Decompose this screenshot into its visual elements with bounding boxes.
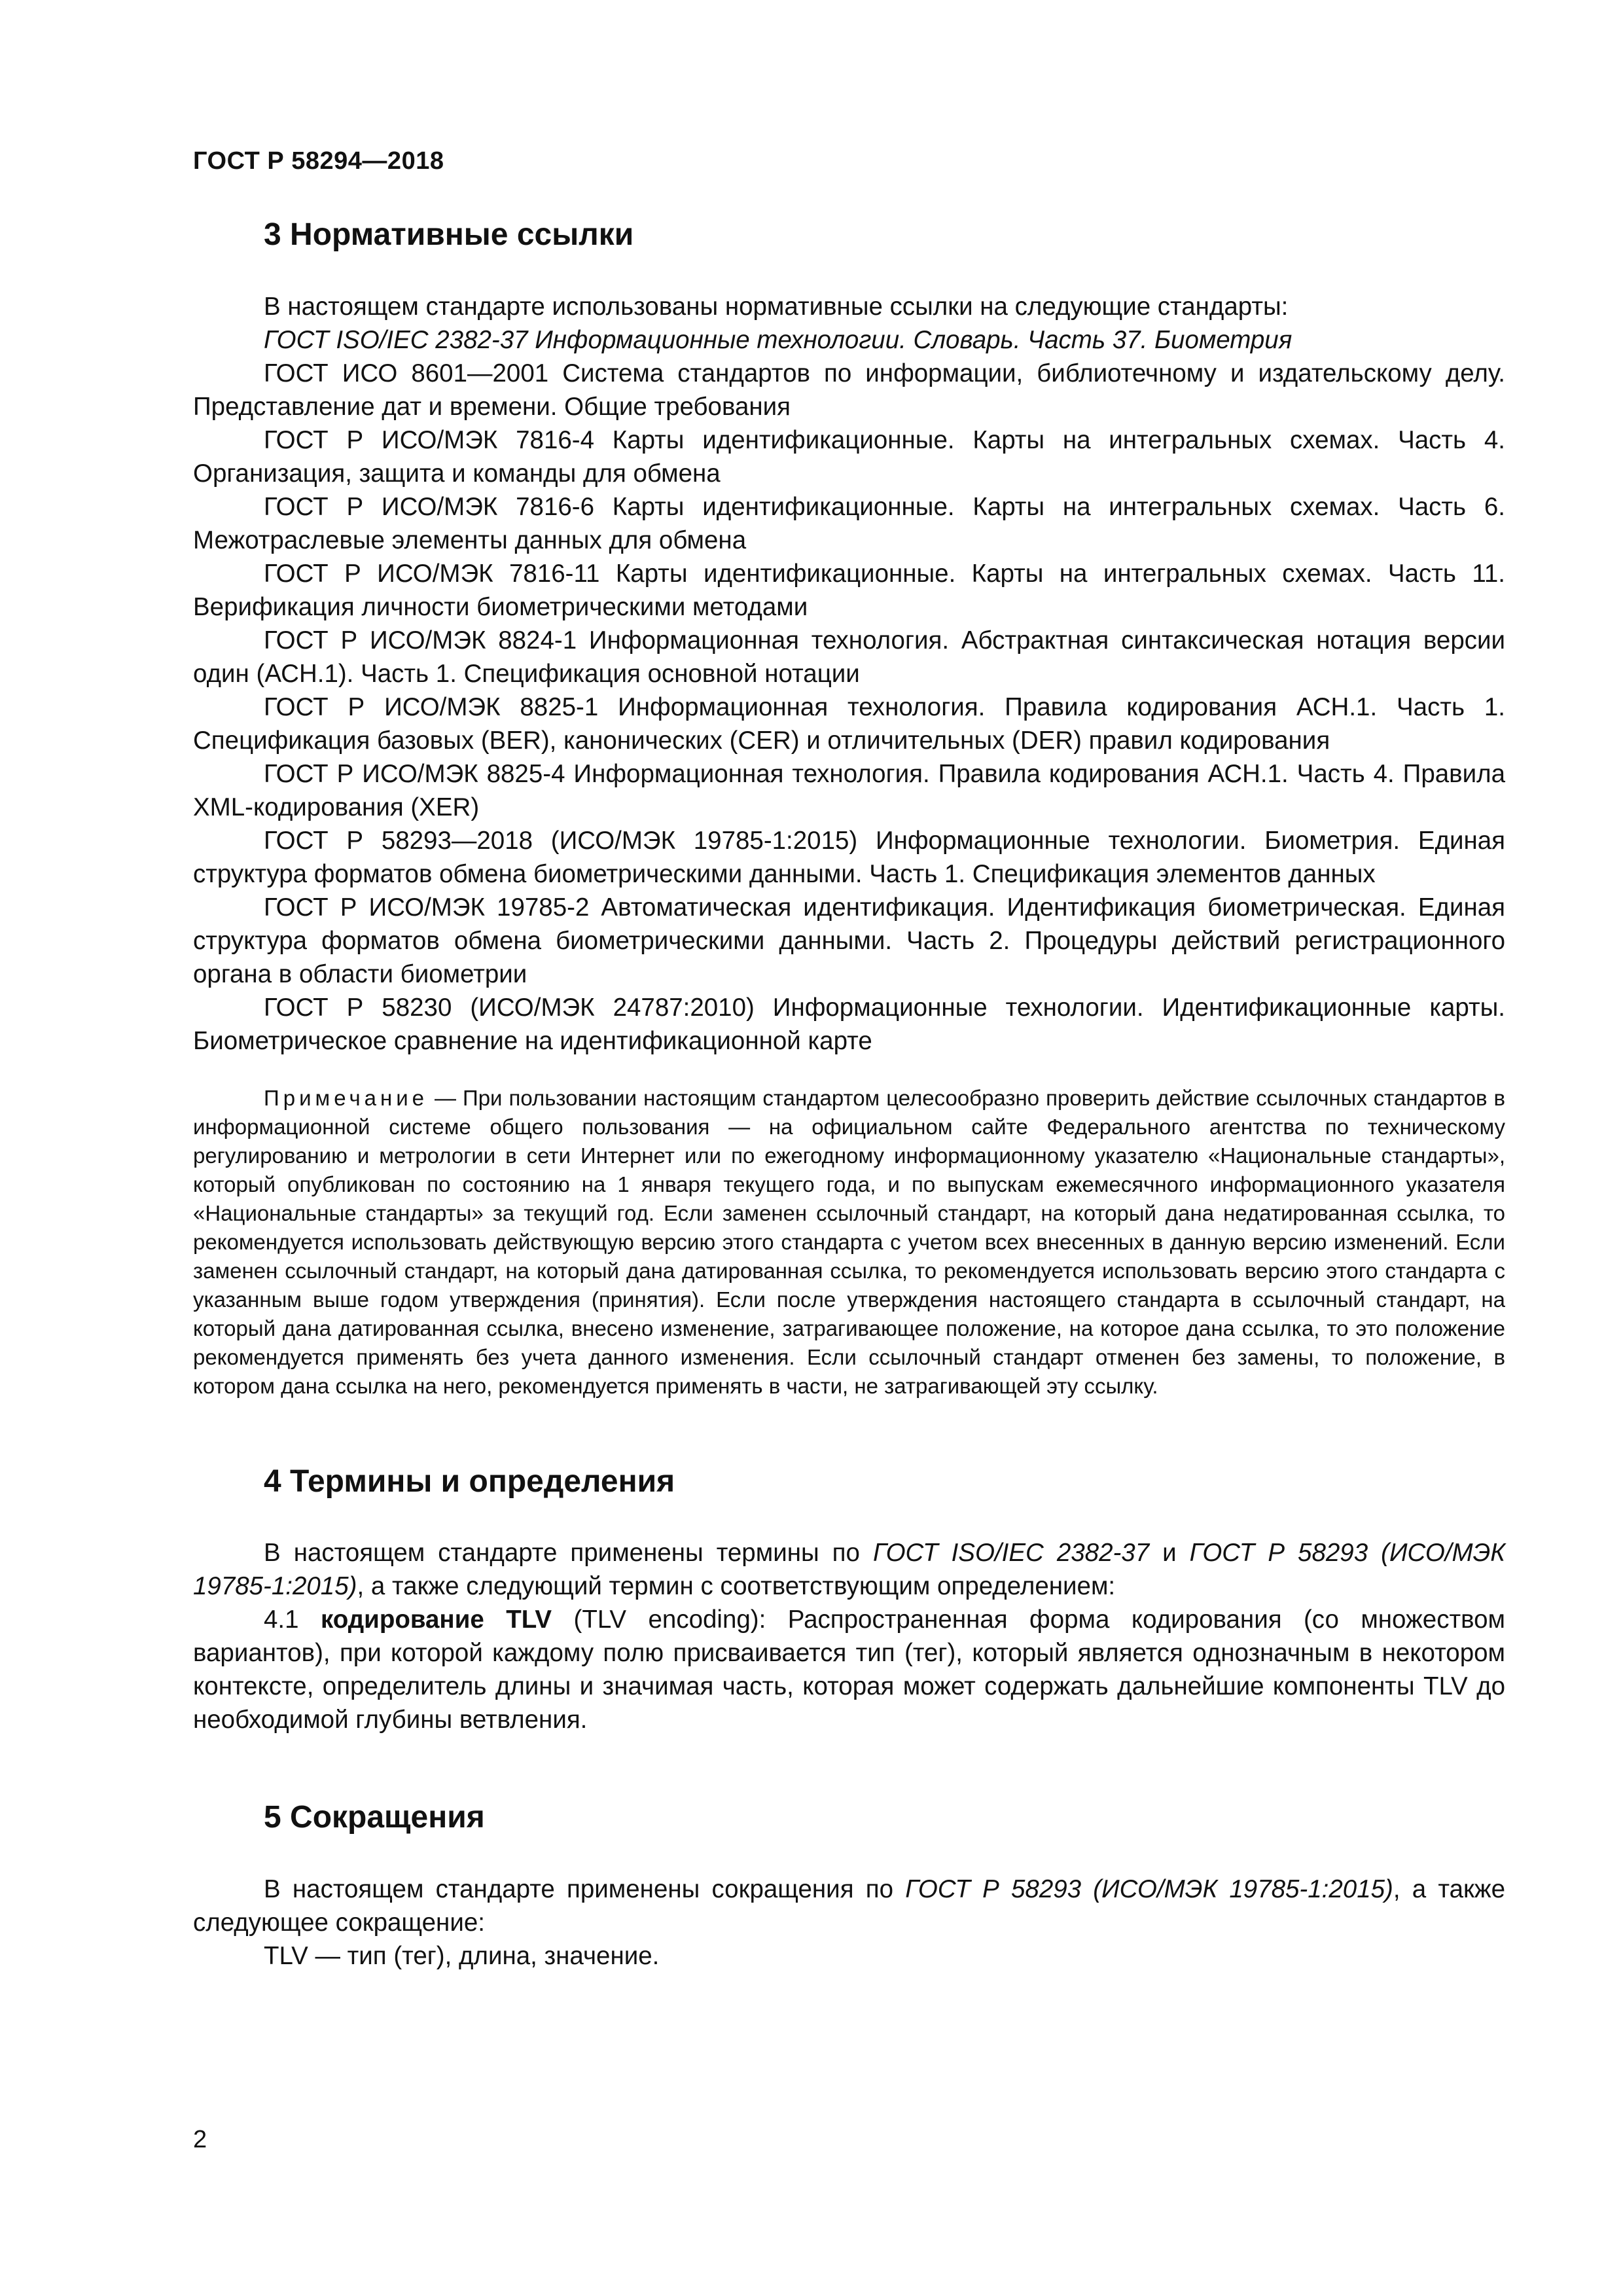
section-3-heading: 3 Нормативные ссылки bbox=[264, 217, 634, 252]
term-number: 4.1 bbox=[264, 1605, 321, 1634]
page-content bbox=[193, 216, 1505, 1973]
text-run: В настоящем стандарте применены термины по bbox=[264, 1539, 873, 1568]
section-4-heading: 4 Термины и определения bbox=[264, 1463, 675, 1499]
section-4-intro bbox=[193, 1536, 1505, 1603]
note-text: — При пользовании настоящим стандартом целесообразно проверить действие ссылочных стандартов в информационной системе общего пользования — на официальном сайте Федерального агентства по техническому регулированию и метрологии в сети Интернет или по ежегодному информационному указателю «Национальные стандарты», который опубликован по состоянию на 1 января текущего года, и по выпускам ежемесячного информационного указателя «Национальные стандарты» за текущий год. Если заменен ссылочный стандарт, на который дана недатированная ссылка, то рекомендуется использовать действующую версию этого стандарта с учетом всех внесенных в данную версию изменений. Если заменен ссылочный стандарт, на который дана датированная ссылка, то рекомендуется использовать версию этого стандарта с указанным выше годом утверждения (принятия). Если после утверждения настоящего стандарта в ссылочный стандарт, на который дана датированная ссылка, внесено изменение, затрагивающее положение, на которое дана ссылка, то это положение рекомендуется применять без учета данного изменения. Если ссылочный стандарт отменен без замены, то положение, в котором дана ссылка на него, рекомендуется применять в части, не затрагивающей эту ссылку. bbox=[193, 1085, 1505, 1398]
abbreviation-item: TLV — тип (тег), длина, значение. bbox=[264, 1941, 660, 1970]
ref-item: ГОСТ Р 58230 (ИСО/МЭК 24787:2010) Информационные технологии. Идентификационные карты. Биометрическое сравнение на идентификационной карте bbox=[193, 993, 1505, 1055]
ref-item: ГОСТ Р ИСО/МЭК 7816-4 Карты идентификационные. Карты на интегральных схемах. Часть 4. Организация, защита и команды для обмена bbox=[193, 425, 1505, 488]
document-header: ГОСТ Р 58294—2018 bbox=[193, 147, 444, 175]
section-3-intro: В настоящем стандарте использованы нормативные ссылки на следующие стандарты: bbox=[264, 292, 1289, 321]
ref-item: ГОСТ ISO/IEC 2382-37 Информационные технологии. Словарь. Часть 37. Биометрия bbox=[264, 325, 1293, 354]
note-label: Примечание bbox=[264, 1085, 429, 1110]
text-run: В настоящем стандарте применены сокращения по bbox=[264, 1874, 906, 1903]
term-name: кодирование TLV bbox=[320, 1605, 552, 1634]
note bbox=[193, 1084, 1505, 1401]
spacer bbox=[193, 1401, 1505, 1463]
ref-item: ГОСТ Р ИСО/МЭК 7816-11 Карты идентификационные. Карты на интегральных схемах. Часть 11. Верификация личности биометрическими методами bbox=[193, 559, 1505, 621]
reference-text: ГОСТ Р 58293 (ИСО/МЭК 19785-1:2015) bbox=[905, 1874, 1393, 1903]
section-5-intro bbox=[193, 1873, 1505, 1939]
section-5-heading: 5 Сокращения bbox=[264, 1800, 485, 1835]
text-run: и bbox=[1149, 1539, 1190, 1568]
spacer bbox=[193, 1736, 1505, 1799]
ref-item: ГОСТ Р ИСО/МЭК 8825-4 Информационная технология. Правила кодирования АСН.1. Часть 4. Правила XML-кодирования (XER) bbox=[193, 759, 1505, 821]
reference-text: ГОСТ ISO/IEC 2382-37 bbox=[872, 1539, 1150, 1568]
ref-item: ГОСТ Р ИСО/МЭК 8825-1 Информационная технология. Правила кодирования АСН.1. Часть 1. Спецификация базовых (BER), канонических (CER) и отличительных (DER) правил кодирования bbox=[193, 692, 1505, 755]
term-definition bbox=[193, 1603, 1505, 1736]
term-text: (TLV encoding): Распространенная форма кодирования (со множеством вариантов), при которой каждому полю присваивается тип (тег), который является однозначным в некотором контексте, определитель длины и значимая часть, которая может содержать дальнейшие компоненты TLV до необходимой глубины ветвления. bbox=[193, 1605, 1505, 1734]
ref-item: ГОСТ ИСО 8601—2001 Система стандартов по информации, библиотечному и издательскому делу. Представление дат и времени. Общие требования bbox=[193, 359, 1505, 421]
text-run: , а также следующее сокращение: bbox=[193, 1874, 1506, 1937]
page-number: 2 bbox=[193, 2126, 207, 2153]
ref-item: ГОСТ Р ИСО/МЭК 19785-2 Автоматическая идентификация. Идентификация биометрическая. Единая структура форматов обмена биометрическими данными. Часть 2. Процедуры действий регистрационного органа в области биометрии bbox=[193, 893, 1505, 988]
ref-item: ГОСТ Р ИСО/МЭК 7816-6 Карты идентификационные. Карты на интегральных схемах. Часть 6. Межотраслевые элементы данных для обмена bbox=[193, 492, 1505, 554]
ref-item: ГОСТ Р ИСО/МЭК 8824-1 Информационная технология. Абстрактная синтаксическая нотация версии один (АСН.1). Часть 1. Спецификация основной нотации bbox=[193, 626, 1505, 688]
ref-item: ГОСТ Р 58293—2018 (ИСО/МЭК 19785-1:2015) Информационные технологии. Биометрия. Единая структура форматов обмена биометрическими данными. Часть 1. Спецификация элементов данных bbox=[193, 826, 1505, 888]
text-run: , а также следующий термин с соответствующим определением: bbox=[357, 1572, 1116, 1601]
reference-text: ГОСТ Р 58293 (ИСО/МЭК 19785-1:2015) bbox=[193, 1539, 1505, 1601]
